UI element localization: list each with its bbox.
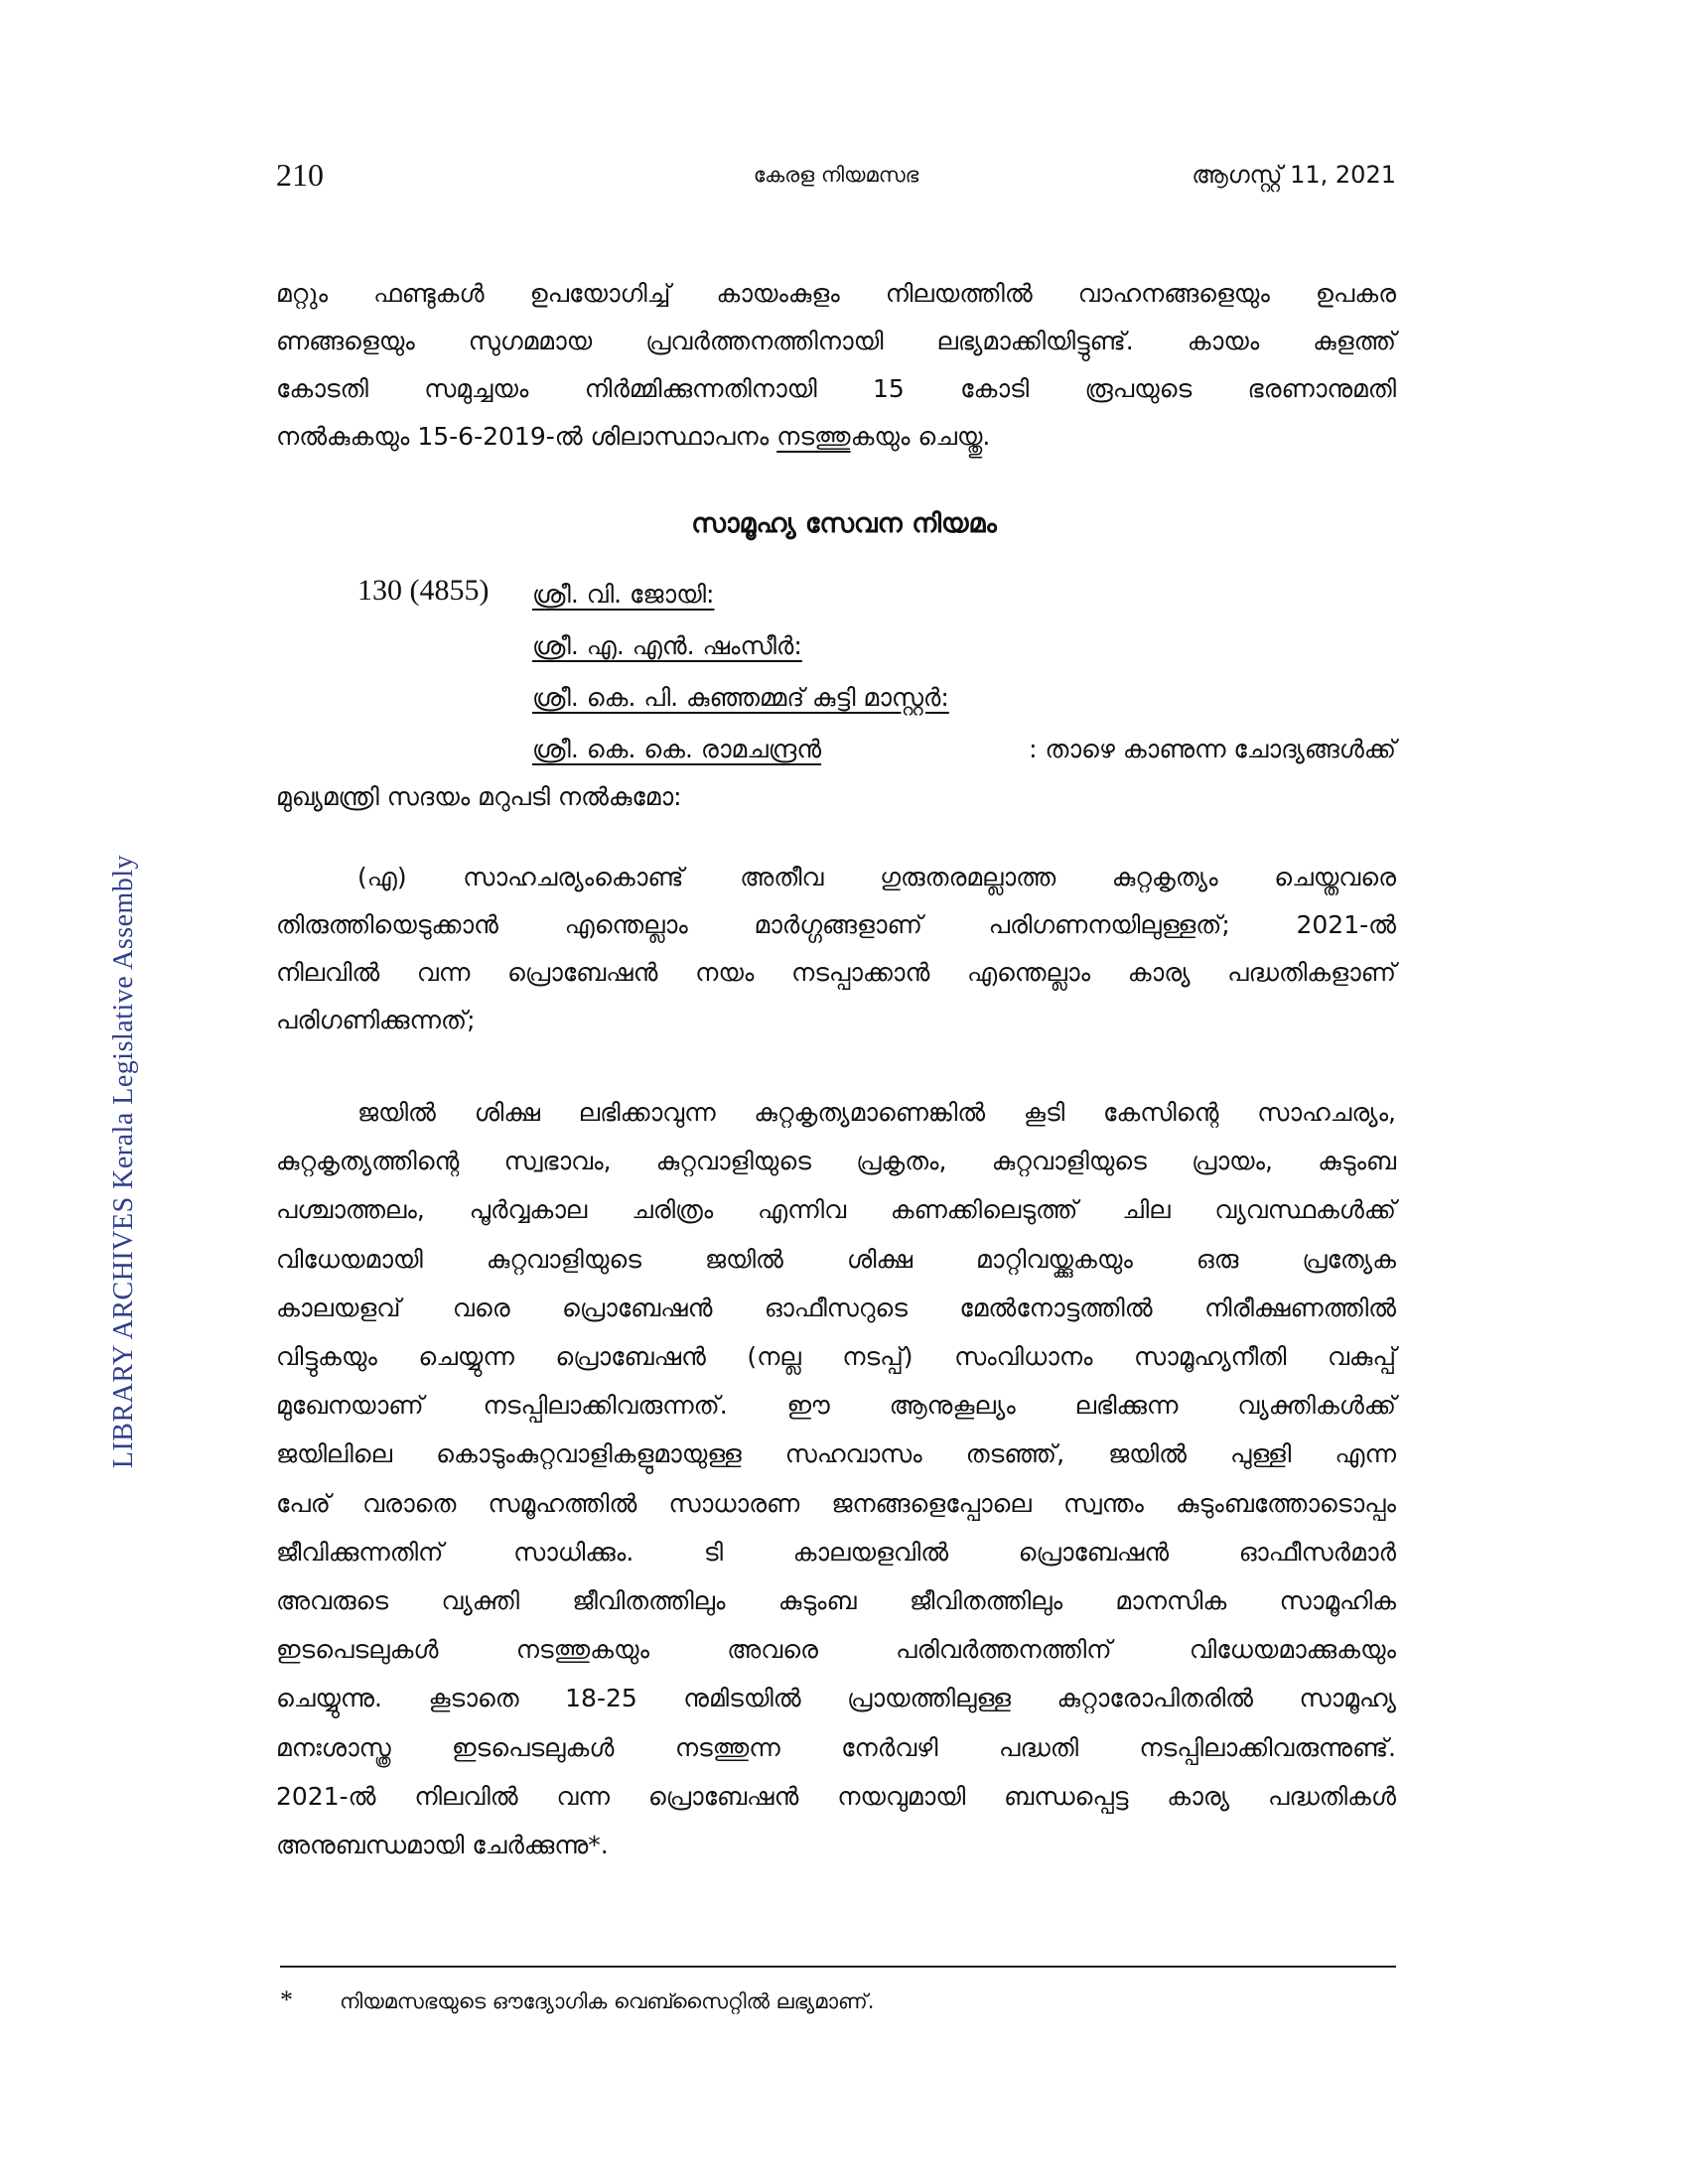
question-prompt-continued: മുഖ്യമന്ത്രി സദയം മറുപടി നൽകുമോ: <box>276 782 682 811</box>
page-header <box>276 157 1396 197</box>
footnote-divider <box>280 1966 1396 1968</box>
intro-line: ണങ്ങളെയും സുഗമമായ പ്രവർത്തനത്തിനായി ലഭ്യമാക്കിയിട്ടുണ്ട്. കായം കുളത്ത് <box>276 327 1396 355</box>
header-title: കേരള നിയമസഭ <box>753 163 919 187</box>
query-line: (എ) സാഹചര്യംകൊണ്ട് അതീവ ഗുരുതരമല്ലാത്ത കുറ്റകൃത്യം ചെയ്തവരെ <box>357 863 1396 891</box>
intro-line: മറ്റും ഫണ്ടുകൾ ഉപയോഗിച്ച് കായംകുളം നിലയത്തിൽ വാഹനങ്ങളെയും ഉപകര <box>276 279 1396 308</box>
answer-line: അനുബന്ധമായി ചേർക്കുന്നു*. <box>276 1831 609 1860</box>
answer-line: കാലയളവ് വരെ പ്രൊബേഷൻ ഓഫീസറുടെ മേൽനോട്ടത്തിൽ നിരീക്ഷണത്തിൽ <box>276 1293 1396 1322</box>
answer-line: ഇടപെടലുകൾ നടത്തുകയും അവരെ പരിവർത്തനത്തിന് വിധേയമാക്കുകയും <box>276 1635 1396 1665</box>
answer-line: പശ്ചാത്തലം, പൂർവ്വകാല ചരിത്രം എന്നിവ കണക്കിലെടുത്ത് ചില വ്യവസ്ഥകൾക്ക് <box>276 1195 1396 1225</box>
footnote-mark: * <box>280 1985 293 2014</box>
intro-last-end: കയും ചെയ്തു. <box>850 422 991 451</box>
answer-paragraph <box>276 1088 1396 1869</box>
section-heading: സാമൂഹ്യ സേവന നിയമം <box>691 508 997 539</box>
query-line: നിലവിൽ വന്ന പ്രൊബേഷൻ നയം നടപ്പാക്കാൻ എന്തെല്ലാം കാര്യ പദ്ധതികളാണ് <box>276 958 1396 987</box>
answer-line: ജയിൽ ശിക്ഷ ലഭിക്കാവുന്ന കുറ്റകൃത്യമാണെങ്കിൽ കൂടി കേസിന്റെ സാഹചര്യം, <box>357 1098 1396 1127</box>
member-name: ശ്രീ. വി. ജോയി: <box>532 580 715 609</box>
member-name: ശ്രീ. കെ. പി. കുഞ്ഞമ്മദ് കുട്ടി മാസ്റ്റർ: <box>532 683 949 712</box>
answer-line: 2021-ൽ നിലവിൽ വന്ന പ്രൊബേഷൻ നയവുമായി ബന്ധപ്പെട്ട കാര്യ പദ്ധതികൾ <box>276 1781 1396 1811</box>
answer-line: മുഖേനയാണ് നടപ്പിലാക്കിവരുന്നത്. ഈ ആനുകൂല്യം ലഭിക്കുന്ന വ്യക്തികൾക്ക് <box>276 1391 1396 1421</box>
member-last-row <box>532 735 1396 764</box>
query-line: തിരുത്തിയെടുക്കാൻ എന്തെല്ലാം മാർഗ്ഗങ്ങളാണ് പരിഗണനയിലുള്ളത്; 2021-ൽ <box>276 910 1396 939</box>
footnote-text: നിയമസഭയുടെ ഔദ്യോഗിക വെബ്സൈറ്റിൽ ലഭ്യമാണ്. <box>340 1989 875 2013</box>
answer-line: ജയിലിലെ കൊടുംകുറ്റവാളികളുമായുള്ള സഹവാസം തടഞ്ഞ്, ജയിൽ പുള്ളി എന്ന <box>276 1439 1396 1469</box>
footnote <box>280 1985 874 2015</box>
intro-paragraph <box>276 270 1396 461</box>
answer-line: വിട്ടുകയും ചെയ്യുന്ന പ്രൊബേഷൻ (നല്ല നടപ്പ്) സംവിധാനം സാമൂഹ്യനീതി വകുപ്പ് <box>276 1342 1396 1372</box>
archive-watermark: LIBRARY ARCHIVES Kerala Legislative Assembly <box>108 854 139 1469</box>
answer-line: ചെയ്യുന്നു. കൂടാതെ 18-25 നുമിടയിൽ പ്രായത്തിലുള്ള കുറ്റാരോപിതരിൽ സാമൂഹ്യ <box>276 1684 1396 1713</box>
question-number: 130 (4855) <box>357 574 490 607</box>
answer-line: വിധേയമായി കുറ്റവാളിയുടെ ജയിൽ ശിക്ഷ മാറ്റിവയ്ക്കുകയും ഒരു പ്രത്യേക <box>276 1244 1396 1274</box>
intro-last-underlined: നടത്തു <box>776 422 851 451</box>
answer-line: പേര് വരാതെ സമൂഹത്തിൽ സാധാരണ ജനങ്ങളെപ്പോലെ സ്വന്തം കുടുംബത്തോടൊപ്പം <box>276 1488 1396 1518</box>
intro-line: കോടതി സമുച്ചയം നിർമ്മിക്കുന്നതിനായി 15 കോടി രൂപയുടെ ഭരണാനുമതി <box>276 374 1396 403</box>
member-name: ശ്രീ. കെ. കെ. രാമചന്ദ്രൻ <box>532 735 822 763</box>
answer-line: അവരുടെ വ്യക്തി ജീവിതത്തിലും കുടുംബ ജീവിതത്തിലും മാനസിക സാമൂഹിക <box>276 1586 1396 1616</box>
intro-last-start: നൽകുകയും 15-6-2019-ൽ ശിലാസ്ഥാപനം <box>276 422 777 451</box>
header-date: ആഗസ്റ്റ് 11, 2021 <box>1192 161 1396 189</box>
query-a-paragraph <box>276 854 1396 1044</box>
query-line: പരിഗണിക്കുന്നത്; <box>276 1006 476 1034</box>
answer-line: ജീവിക്കുന്നതിന് സാധിക്കും. ടി കാലയളവിൽ പ്രൊബേഷൻ ഓഫീസർമാർ <box>276 1537 1396 1567</box>
intro-last-line <box>276 413 1396 461</box>
page-number: 210 <box>276 157 324 193</box>
question-prompt: : താഴെ കാണുന്ന ചോദ്യങ്ങൾക്ക് <box>1029 735 1396 763</box>
answer-line: മനഃശാസ്ത്ര ഇടപെടലുകൾ നടത്തുന്ന നേർവഴി പദ്ധതി നടപ്പിലാക്കിവരുന്നുണ്ട്. <box>276 1732 1396 1762</box>
member-name: ശ്രീ. എ. എൻ. ഷംസീർ: <box>532 631 802 660</box>
answer-line: കുറ്റകൃത്യത്തിന്റെ സ്വഭാവം, കുറ്റവാളിയുടെ പ്രകൃതം, കുറ്റവാളിയുടെ പ്രായം, കുടുംബ <box>276 1147 1396 1176</box>
